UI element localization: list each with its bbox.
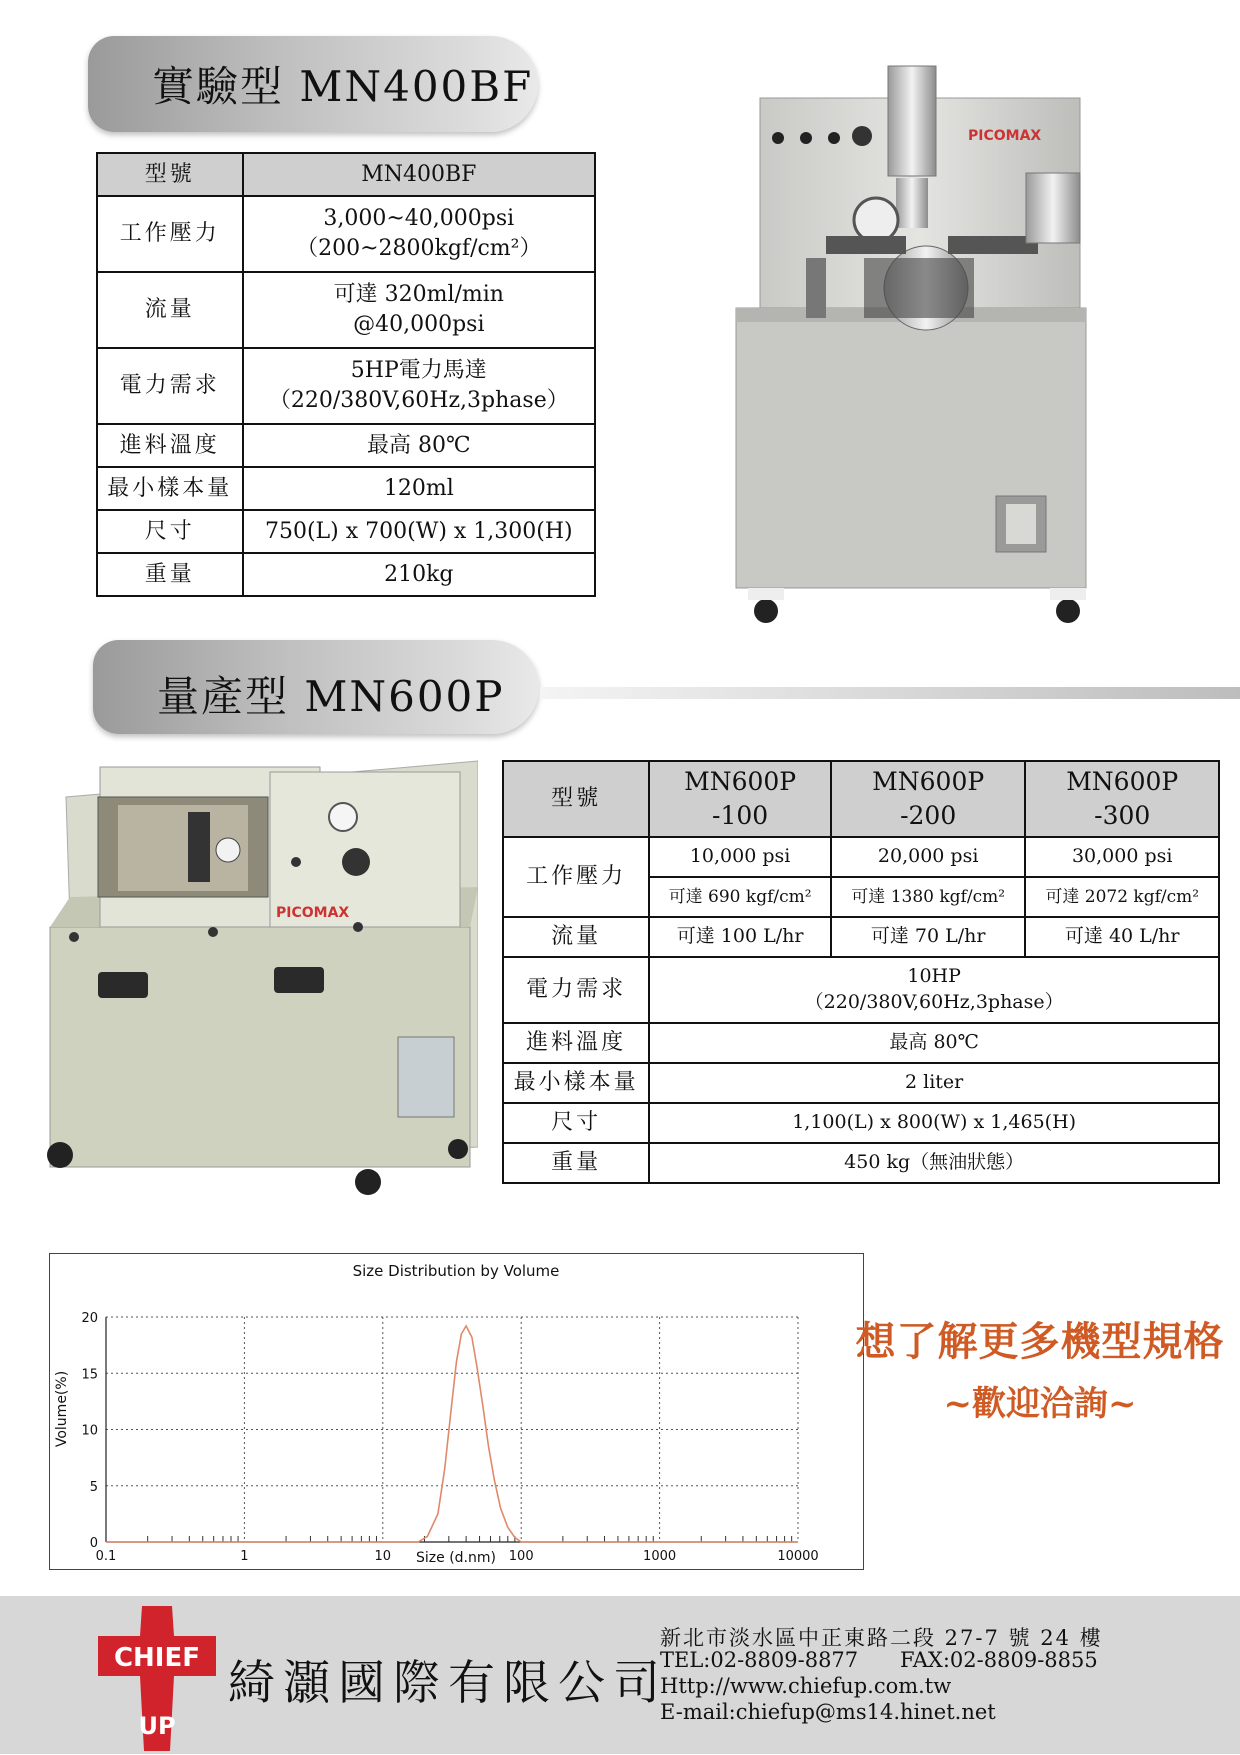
spec-label: 流量 (97, 272, 243, 348)
spec-label: 重量 (97, 553, 243, 596)
size-distribution-chart (49, 1253, 864, 1570)
model-header: MN600P -200 (831, 761, 1026, 837)
chart-svg (50, 1254, 863, 1569)
section2-title: 量產型 MN600P (157, 672, 505, 721)
spec-value: 5HP電力馬達 （220/380V,60Hz,3phase） (243, 348, 595, 424)
pressure-psi: 10,000 psi (649, 837, 831, 877)
pressure-kgf: 可達 2072 kgf/cm² (1025, 877, 1219, 917)
address: 新北市淡水區中正東路二段 27-7 號 24 樓 (660, 1626, 1103, 1650)
mn400bf-machine-photo (716, 58, 1096, 638)
section2-banner (93, 640, 539, 734)
power-label: 電力需求 (503, 957, 649, 1023)
model-header: MN600P -100 (649, 761, 831, 837)
logo-text-top: CHIEF (113, 1643, 201, 1673)
model-header: MN600P -300 (1025, 761, 1219, 837)
power-value: 10HP （220/380V,60Hz,3phase） (649, 957, 1219, 1023)
section1-banner (88, 36, 538, 132)
mn400bf-spec-table (96, 152, 596, 597)
pressure-kgf: 可達 1380 kgf/cm² (831, 877, 1026, 917)
min-sample-value: 2 liter (649, 1063, 1219, 1103)
series-line (106, 1326, 798, 1542)
x-tick-label: 1 (240, 1549, 249, 1564)
footer (0, 1596, 1240, 1754)
logo-text-bottom: UP (138, 1712, 176, 1740)
company-name: 綺灝國際有限公司 (228, 1656, 668, 1711)
y-tick-label: 10 (81, 1423, 98, 1439)
spec-value: 可達 320ml/min @40,000psi (243, 272, 595, 348)
y-tick-label: 20 (81, 1311, 98, 1326)
spec-label: 工作壓力 (97, 196, 243, 272)
spec-value: 120ml (243, 467, 595, 510)
promo-headline: 想了解更多機型規格 (855, 1318, 1225, 1365)
mn600p-machine-photo (38, 757, 478, 1217)
tel: TEL:02-8809-8877 (660, 1648, 859, 1672)
weight-value: 450 kg（無油狀態） (649, 1143, 1219, 1183)
spec-value: 210kg (243, 553, 595, 596)
chief-up-logo (98, 1606, 216, 1751)
website-link[interactable]: Http://www.chiefup.com.tw (660, 1674, 952, 1698)
chart-xlabel: Size (d.nm) (416, 1550, 496, 1566)
mn600p-spec-table (502, 760, 1220, 1184)
brand-label: PICOMAX (968, 128, 1042, 144)
pressure-psi: 30,000 psi (1025, 837, 1219, 877)
spec-value: 最高 80℃ (243, 424, 595, 467)
spec-value: 3,000~40,000psi （200~2800kgf/cm²） (243, 196, 595, 272)
fax: FAX:02-8809-8855 (900, 1648, 1098, 1672)
pressure-kgf: 可達 690 kgf/cm² (649, 877, 831, 917)
spec-label: 型號 (97, 153, 243, 196)
pressure-label: 工作壓力 (503, 837, 649, 917)
x-tick-label: 0.1 (95, 1549, 117, 1564)
flow-value: 可達 100 L/hr (649, 917, 831, 957)
spec-value: MN400BF (243, 153, 595, 196)
spec-value: 750(L) x 700(W) x 1,300(H) (243, 510, 595, 553)
pressure-psi: 20,000 psi (831, 837, 1026, 877)
x-tick-label: 10000 (777, 1549, 819, 1564)
chart-title: Size Distribution by Volume (352, 1262, 560, 1280)
flow-value: 可達 70 L/hr (831, 917, 1026, 957)
y-tick-label: 15 (81, 1367, 98, 1383)
spec-label: 電力需求 (97, 348, 243, 424)
spec-label: 最小樣本量 (97, 467, 243, 510)
spec-label: 進料溫度 (97, 424, 243, 467)
section-divider (540, 687, 1240, 699)
flow-value: 可達 40 L/hr (1025, 917, 1219, 957)
min-sample-label: 最小樣本量 (503, 1063, 649, 1103)
flow-label: 流量 (503, 917, 649, 957)
email-link[interactable]: E-mail:chiefup@ms14.hinet.net (660, 1700, 996, 1724)
x-tick-label: 10 (374, 1549, 392, 1564)
promo-subline: ~歡迎洽詢~ (943, 1384, 1137, 1424)
y-tick-label: 5 (89, 1479, 98, 1495)
spec-label: 尺寸 (97, 510, 243, 553)
model-label: 型號 (503, 761, 649, 837)
size-label: 尺寸 (503, 1103, 649, 1143)
weight-label: 重量 (503, 1143, 649, 1183)
brand-label: PICOMAX (276, 905, 350, 921)
temp-value: 最高 80℃ (649, 1023, 1219, 1063)
temp-label: 進料溫度 (503, 1023, 649, 1063)
x-tick-label: 1000 (643, 1549, 677, 1564)
size-value: 1,100(L) x 800(W) x 1,465(H) (649, 1103, 1219, 1143)
x-tick-label: 100 (508, 1549, 534, 1564)
y-tick-label: 0 (89, 1536, 98, 1551)
chart-ylabel: Volume(%) (54, 1370, 70, 1448)
section1-title: 實驗型 MN400BF (152, 62, 534, 111)
